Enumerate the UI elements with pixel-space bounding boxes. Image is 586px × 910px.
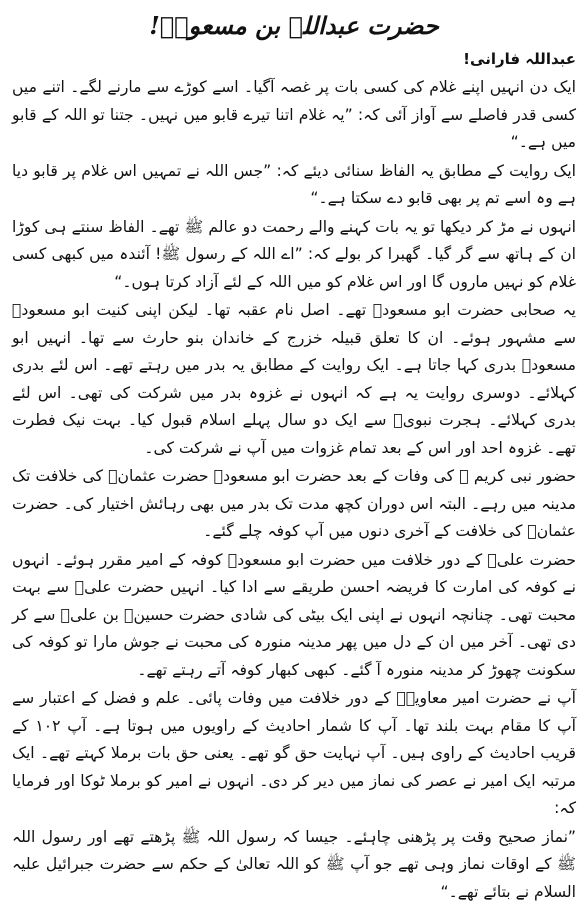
paragraph-2: ایک روایت کے مطابق یہ الفاظ سنائی دیئے کہ: ”جس اللہ نے تمہیں اس غلام پر قابو دیا ہے وہ اسے تم پر بھی قابو دے سکتا ہے۔“ [12,161,576,207]
paragraph-5: حضور نبی کریم ﷺ کی وفات کے بعد حضرت ابو مسعودؓ حضرت عثمانؓ کی خلافت تک مدینہ میں رہے۔ البتہ اس دوران کچھ مدت تک بدر میں بھی رہائش اختیار کی۔ حضرت عثمانؓ کی خلافت کے آخری دنوں میں آپ کوفہ چلے گئے۔ [12,467,576,540]
article-title: حضرت عبداللہ بن مسعودؓ! [149,11,439,40]
paragraph-6: حضرت علیؓ کے دور خلافت میں حضرت ابو مسعودؓ کوفہ کے امیر مقرر ہوئے۔ انہوں نے کوفہ کی امارت کا فریضہ احسن طریقے سے ادا کیا۔ انہیں حضرت علیؓ سے بہت محبت تھی۔ چنانچہ انہوں نے اپنی ایک بیٹی کی شادی حضرت حسینؓ بن علیؓ سے کر دی تھی۔ آخر میں ان کے دل میں پھر مدینہ منورہ کی محبت نے جوش مارا تو کوفہ کی سکونت چھوڑ کر مدینہ منورہ آ گئے۔ کبھی کبھار کوفہ آتے رہتے تھے۔ [12,550,576,679]
paragraph-1: ایک دن انہیں اپنے غلام کی کسی بات پر غصہ آگیا۔ اسے کوڑے سے مارنے لگے۔ اتنے میں کسی قدر فاصلے سے آواز آئی کہ: ”یہ غلام اتنا تیرے قابو میں نہیں۔ جتنا تو اللہ کے قابو میں ہے۔“ [12,78,576,151]
paragraph-8: ”نماز صحیح وقت پر پڑھنی چاہئے۔ جیسا کہ رسول اللہ ﷺ پڑھتے تھے اور رسول اللہ ﷺ کے اوقات نماز وہی تھے جو آپ ﷺ کو اللہ تعالیٰ کے حکم سے حضرت جبرائیل علیہ السلام نے بتائے تھے۔“ [12,827,576,901]
paragraph-7: آپ نے حضرت امیر معاویہؓ کے دور خلافت میں وفات پائی۔ علم و فضل کے اعتبار سے آپ کا مقام بہت بلند تھا۔ آپ کا شمار احادیث کے راویوں میں ہوتا ہے۔ آپ ۱۰۲ کے قریب احادیث کے راوی ہیں۔ آپ نہایت حق گو تھے۔ یعنی حق بات برملا کہتے تھے۔ ایک مرتبہ ایک امیر نے عصر کی نماز میں دیر کر دی۔ انہوں نے امیر کو برملا ٹوکا اور فرمایا کہ: [12,689,576,817]
paragraph-3: انہوں نے مڑ کر دیکھا تو یہ بات کہنے والے رحمت دو عالم ﷺ تھے۔ الفاظ سنتے ہی کوڑا ان کے ہاتھ سے گر گیا۔ گھبرا کر بولے کہ: ”اے اللہ کے رسول ﷺ! آئندہ میں کبھی کسی غلام کو نہیں ماروں گا اور اس غلام کو میں اللہ کے لئے آزاد کرتا ہوں۔“ [12,217,576,291]
paragraph-4: یہ صحابی حضرت ابو مسعودؓ تھے۔ اصل نام عقبہ تھا۔ لیکن اپنی کنیت ابو مسعودؓ سے مشہور ہوئے۔ ان کا تعلق قبیلہ خزرج کے خاندان بنو حارث سے تھا۔ انہیں ابو مسعودؓ بدری کہا جاتا ہے۔ ایک روایت کے مطابق یہ بدر میں رہتے تھے۔ اس لئے بدری کہلائے۔ دوسری روایت یہ ہے کہ انہوں نے غزوہ بدر میں شرکت کی تھی۔ اس لئے بدری کہلائے۔ ہجرت نبویؐ سے ایک دو سال پہلے اسلام قبول کیا۔ بہت نیک فطرت تھے۔ غزوہ احد اور اس کے بعد تمام غزوات میں آپ نے شرکت کی۔ [12,301,576,457]
article-author: عبداللہ فارانی! [463,50,576,68]
